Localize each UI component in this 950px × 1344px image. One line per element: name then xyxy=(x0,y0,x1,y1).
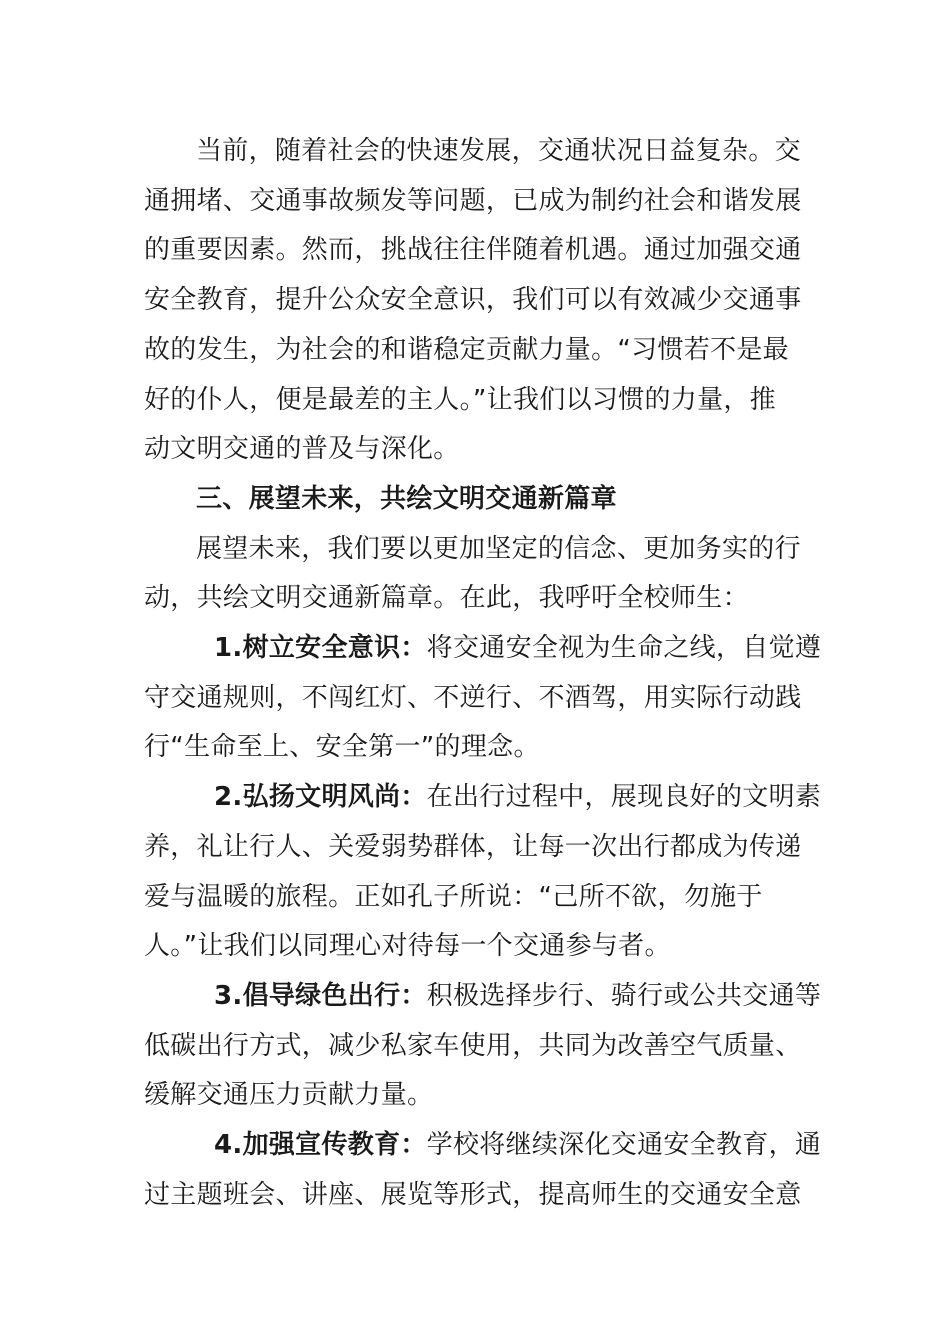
text-line: 当前，随着社会的快速发展，交通状况日益复杂。交 xyxy=(196,136,801,166)
text-line: 动文明交通的普及与深化。 xyxy=(144,434,460,465)
paragraph-intro xyxy=(144,127,810,475)
text-line: 低碳出行方式，减少私家车使用，共同为改善空气质量、 xyxy=(144,1030,802,1061)
text-line: 的重要因素。然而，挑战往往伴随着机遇。通过加强交通 xyxy=(144,235,802,266)
list-item xyxy=(144,972,822,1121)
list-item-text: 学校将继续深化交通安全教育，通 xyxy=(426,1130,822,1161)
list-item-title: 3.倡导绿色出行： xyxy=(214,980,427,1011)
list-item xyxy=(144,1121,822,1220)
text-line: 守交通规则，不闯红灯、不逆行、不酒驾，用实际行动践 xyxy=(144,682,802,713)
text-line: 爱与温暖的旅程。正如孔子所说：“己所不欲，勿施于 xyxy=(144,881,763,912)
list-item-text: 在出行过程中，展现良好的文明素 xyxy=(426,782,822,813)
text-line: 展望未来，我们要以更加坚定的信念、更加务实的行 xyxy=(196,533,801,564)
document-page xyxy=(144,127,822,1220)
text-line: 养，礼让行人、关爱弱势群体，让每一次出行都成为传递 xyxy=(144,831,802,862)
text-line: 故的发生，为社会的和谐稳定贡献力量。“习惯若不是最 xyxy=(144,334,789,365)
section-heading xyxy=(144,475,810,525)
list-item-first-line xyxy=(144,1121,822,1171)
list-item xyxy=(144,624,822,773)
list-item-first-line xyxy=(144,972,822,1022)
list-item-text: 将交通安全视为生命之线，自觉遵 xyxy=(426,633,822,664)
list-item xyxy=(144,773,822,972)
text-line: 缓解交通压力贡献力量。 xyxy=(144,1080,434,1111)
text-line: 安全教育，提升公众安全意识，我们可以有效减少交通事 xyxy=(144,285,802,316)
list-item-title: 1.树立安全意识： xyxy=(214,633,427,664)
paragraph-section-intro xyxy=(144,525,810,624)
text-line: 动，共绘文明交通新篇章。在此，我呼吁全校师生： xyxy=(144,583,749,614)
list-item-first-line xyxy=(144,773,822,823)
text-line: 行“生命至上、安全第一”的理念。 xyxy=(144,732,540,763)
section-heading-text: 三、展望未来，共绘文明交通新篇章 xyxy=(196,483,617,514)
list-item-title: 4.加强宣传教育： xyxy=(214,1130,427,1161)
text-line: 好的仆人，便是最差的主人。”让我们以习惯的力量，推 xyxy=(144,384,776,415)
list-item-text: 积极选择步行、骑行或公共交通等 xyxy=(426,980,822,1011)
text-line: 过主题班会、讲座、展览等形式，提高师生的交通安全意 xyxy=(144,1179,802,1210)
list-item-first-line xyxy=(144,624,822,674)
list-item-title: 2.弘扬文明风尚： xyxy=(214,782,427,813)
text-line: 通拥堵、交通事故频发等问题，已成为制约社会和谐发展 xyxy=(144,185,802,216)
text-line: 人。”让我们以同理心对待每一个交通参与者。 xyxy=(144,931,671,962)
